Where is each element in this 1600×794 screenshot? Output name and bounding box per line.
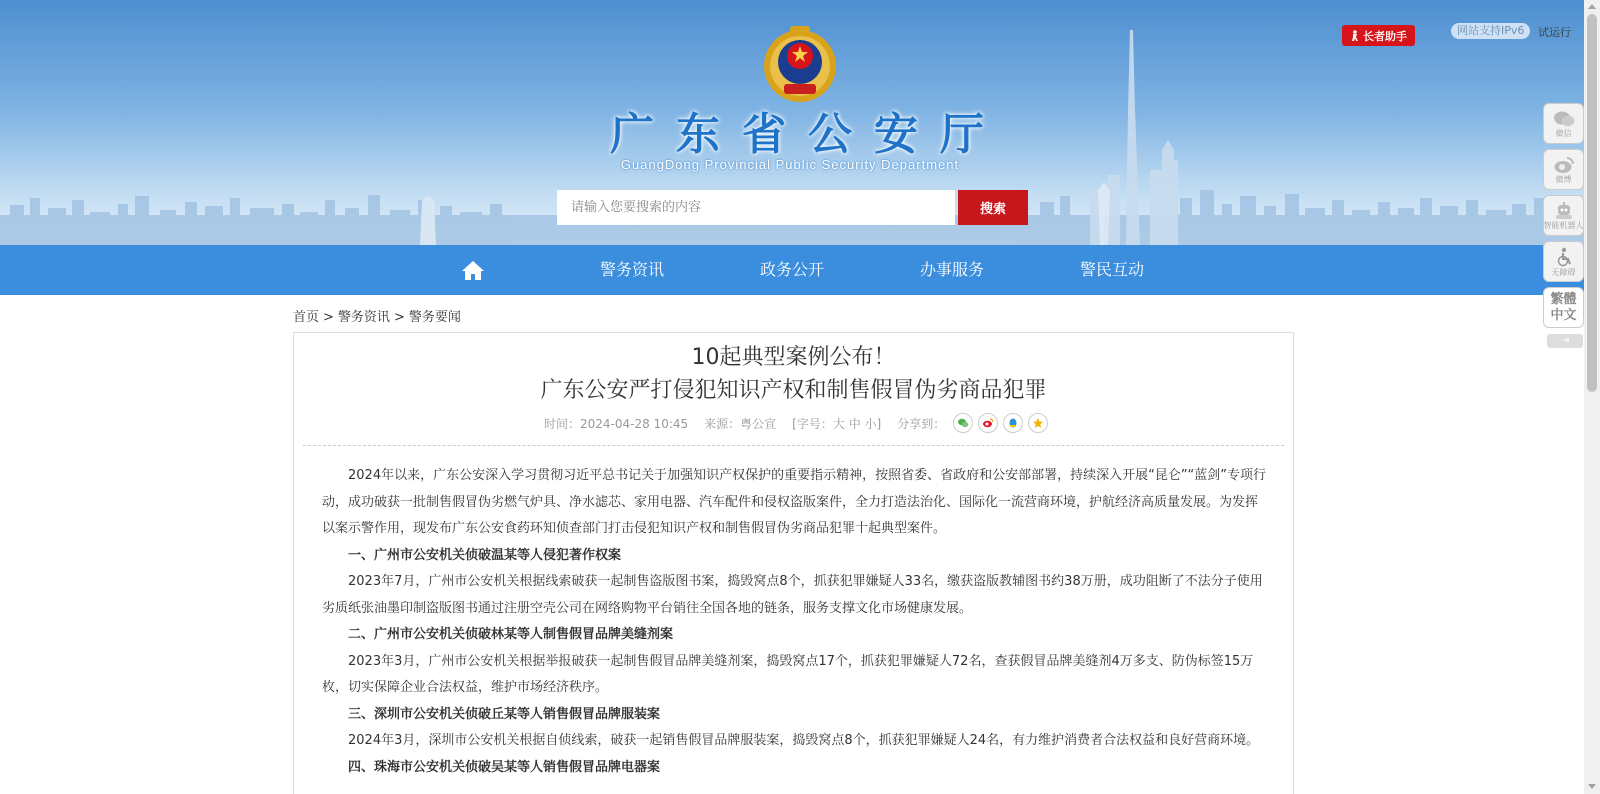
side-traditional-chinese-button[interactable] (1543, 287, 1584, 328)
side-accessibility-label: 无障碍 (1551, 267, 1576, 277)
wechat-icon[interactable] (953, 413, 973, 433)
side-weibo-label: 微博 (1555, 174, 1572, 184)
case-heading: 四、珠海市公安机关侦破吴某等人销售假冒品牌电器案 (348, 759, 661, 775)
side-robot-button[interactable] (1543, 195, 1584, 236)
share-label: 分享到： (897, 416, 946, 431)
article-paragraph: 2024年以来，广东公安深入学习贯彻习近平总书记关于加强知识产权保护的重要指示精神，按照省委、省政府和公安部部署，持续深入开展“昆仑”“蓝剑”专项行动，成功破获一批制售假冒伪劣燃气炉具、净水滤芯、家用电器、汽车配件和侵权盗版案件，全力打造法治化、国际化一流营商环境，护航经济高质量发展。为发挥以案示警作用，现发布广东公安食药环知侦查部门打击侵犯知识产权和制售假冒伪劣商品犯罪十起典型案件。 (322, 468, 1267, 536)
qzone-icon[interactable] (1028, 413, 1048, 433)
site-header (0, 0, 1584, 245)
elder-icon (1350, 30, 1360, 41)
scroll-up-arrow-icon[interactable] (1588, 4, 1596, 9)
weibo-icon[interactable] (978, 413, 998, 433)
home-icon[interactable] (460, 257, 486, 283)
breadcrumb-separator: > (393, 310, 405, 325)
breadcrumb (293, 306, 461, 325)
nav-item-police-news[interactable]: 警务资讯 (600, 260, 665, 279)
font-size-small-button[interactable]: 小 (864, 416, 877, 431)
main-navigation (0, 245, 1584, 295)
breadcrumb-separator: > (323, 310, 334, 325)
case-heading: 三、深圳市公安机关侦破丘某等人销售假冒品牌服装案 (348, 706, 661, 722)
side-weibo-button[interactable] (1543, 149, 1584, 190)
article-paragraph: 2023年7月，广州市公安机关根据线索破获一起制售盗版图书案，捣毁窝点8个，抓获犯罪嫌疑人33名，缴获盗版教辅图书约38万册，成功阻断了不法分子使用劣质纸张油墨印制盗版图书通过注册空壳公司在网络购物平台销往全国各地的链条，服务支撑文化市场健康发展。 (322, 574, 1263, 616)
font-size-suffix: ] (876, 416, 882, 431)
nav-item-government-affairs[interactable]: 政务公开 (760, 260, 825, 279)
nav-item-interaction[interactable]: 警民互动 (1080, 260, 1145, 279)
case-heading: 一、广州市公安机关侦破温某等人侵犯著作权案 (348, 547, 622, 563)
accessibility-icon (1553, 247, 1575, 267)
side-wechat-label: 微信 (1555, 128, 1572, 138)
article-body (322, 463, 1267, 781)
trial-run-label: 试运行 (1538, 26, 1571, 39)
traditional-chinese-icon: 繁體中文 (1550, 291, 1577, 323)
font-size-medium-button[interactable]: 中 (848, 416, 861, 431)
nav-item-services[interactable]: 办事服务 (920, 260, 985, 279)
font-size-controls (792, 415, 881, 432)
side-wechat-button[interactable] (1543, 103, 1584, 144)
article-container (293, 332, 1294, 794)
ipv6-badge: 网站支持IPv6 (1451, 23, 1530, 39)
side-accessibility-button[interactable] (1543, 241, 1584, 282)
site-subtitle: GuangDong Provincial Public Security Department (620, 157, 960, 172)
font-size-prefix: [字号： (792, 416, 833, 431)
search-button[interactable]: 搜索 (958, 190, 1028, 225)
article-title-line2: 广东公安严打侵犯知识产权和制售假冒伪劣商品犯罪 (540, 378, 1047, 403)
share-icons (953, 413, 1048, 433)
site-title: 广东省公安厅 (610, 109, 1006, 160)
article-title-line1: 10起典型案例公布！ (691, 345, 896, 370)
article-divider (303, 445, 1284, 446)
breadcrumb-police-news[interactable]: 警务资讯 (337, 310, 390, 325)
wechat-icon (1553, 110, 1575, 128)
case-heading: 二、广州市公安机关侦破林某等人制售假冒品牌美缝剂案 (348, 627, 674, 642)
elder-assistant-button[interactable] (1342, 25, 1415, 46)
scroll-thumb[interactable] (1587, 14, 1597, 392)
article-paragraph: 2023年3月，广州市公安机关根据举报破获一起制售假冒品牌美缝剂案，捣毁窝点17个，抓获犯罪嫌疑人72名，查获假冒品牌美缝剂4万多支、防伪标签15万枚，切实保障企业合法权益，维护市场经济秩序。 (322, 653, 1254, 695)
breadcrumb-home[interactable]: 首页 (293, 310, 320, 325)
scroll-down-arrow-icon[interactable] (1588, 784, 1596, 789)
search-input[interactable] (557, 190, 955, 225)
police-emblem-logo (760, 22, 840, 104)
publish-time: 时间：2024-04-28 10:45 (544, 416, 689, 431)
page-scrollbar[interactable] (1584, 0, 1600, 794)
robot-icon (1553, 202, 1575, 220)
font-size-large-button[interactable]: 大 (832, 416, 845, 431)
breadcrumb-police-headlines[interactable]: 警务要闻 (408, 310, 461, 325)
article-meta (544, 413, 1048, 433)
weibo-icon (1553, 156, 1575, 174)
article-source: 来源：粤公宣 (704, 416, 777, 431)
article-paragraph: 2024年3月，深圳市公安机关根据自侦线索，破获一起销售假冒品牌服装案，捣毁窝点8个，抓获犯罪嫌疑人24名，有力维护消费者合法权益和良好营商环境。 (348, 733, 1260, 748)
side-robot-label: 智能机器人 (1543, 220, 1584, 230)
side-collapse-button[interactable]: ⇥ (1547, 334, 1583, 348)
elder-assistant-label: 长者助手 (1363, 29, 1407, 43)
qq-icon[interactable] (1003, 413, 1023, 433)
